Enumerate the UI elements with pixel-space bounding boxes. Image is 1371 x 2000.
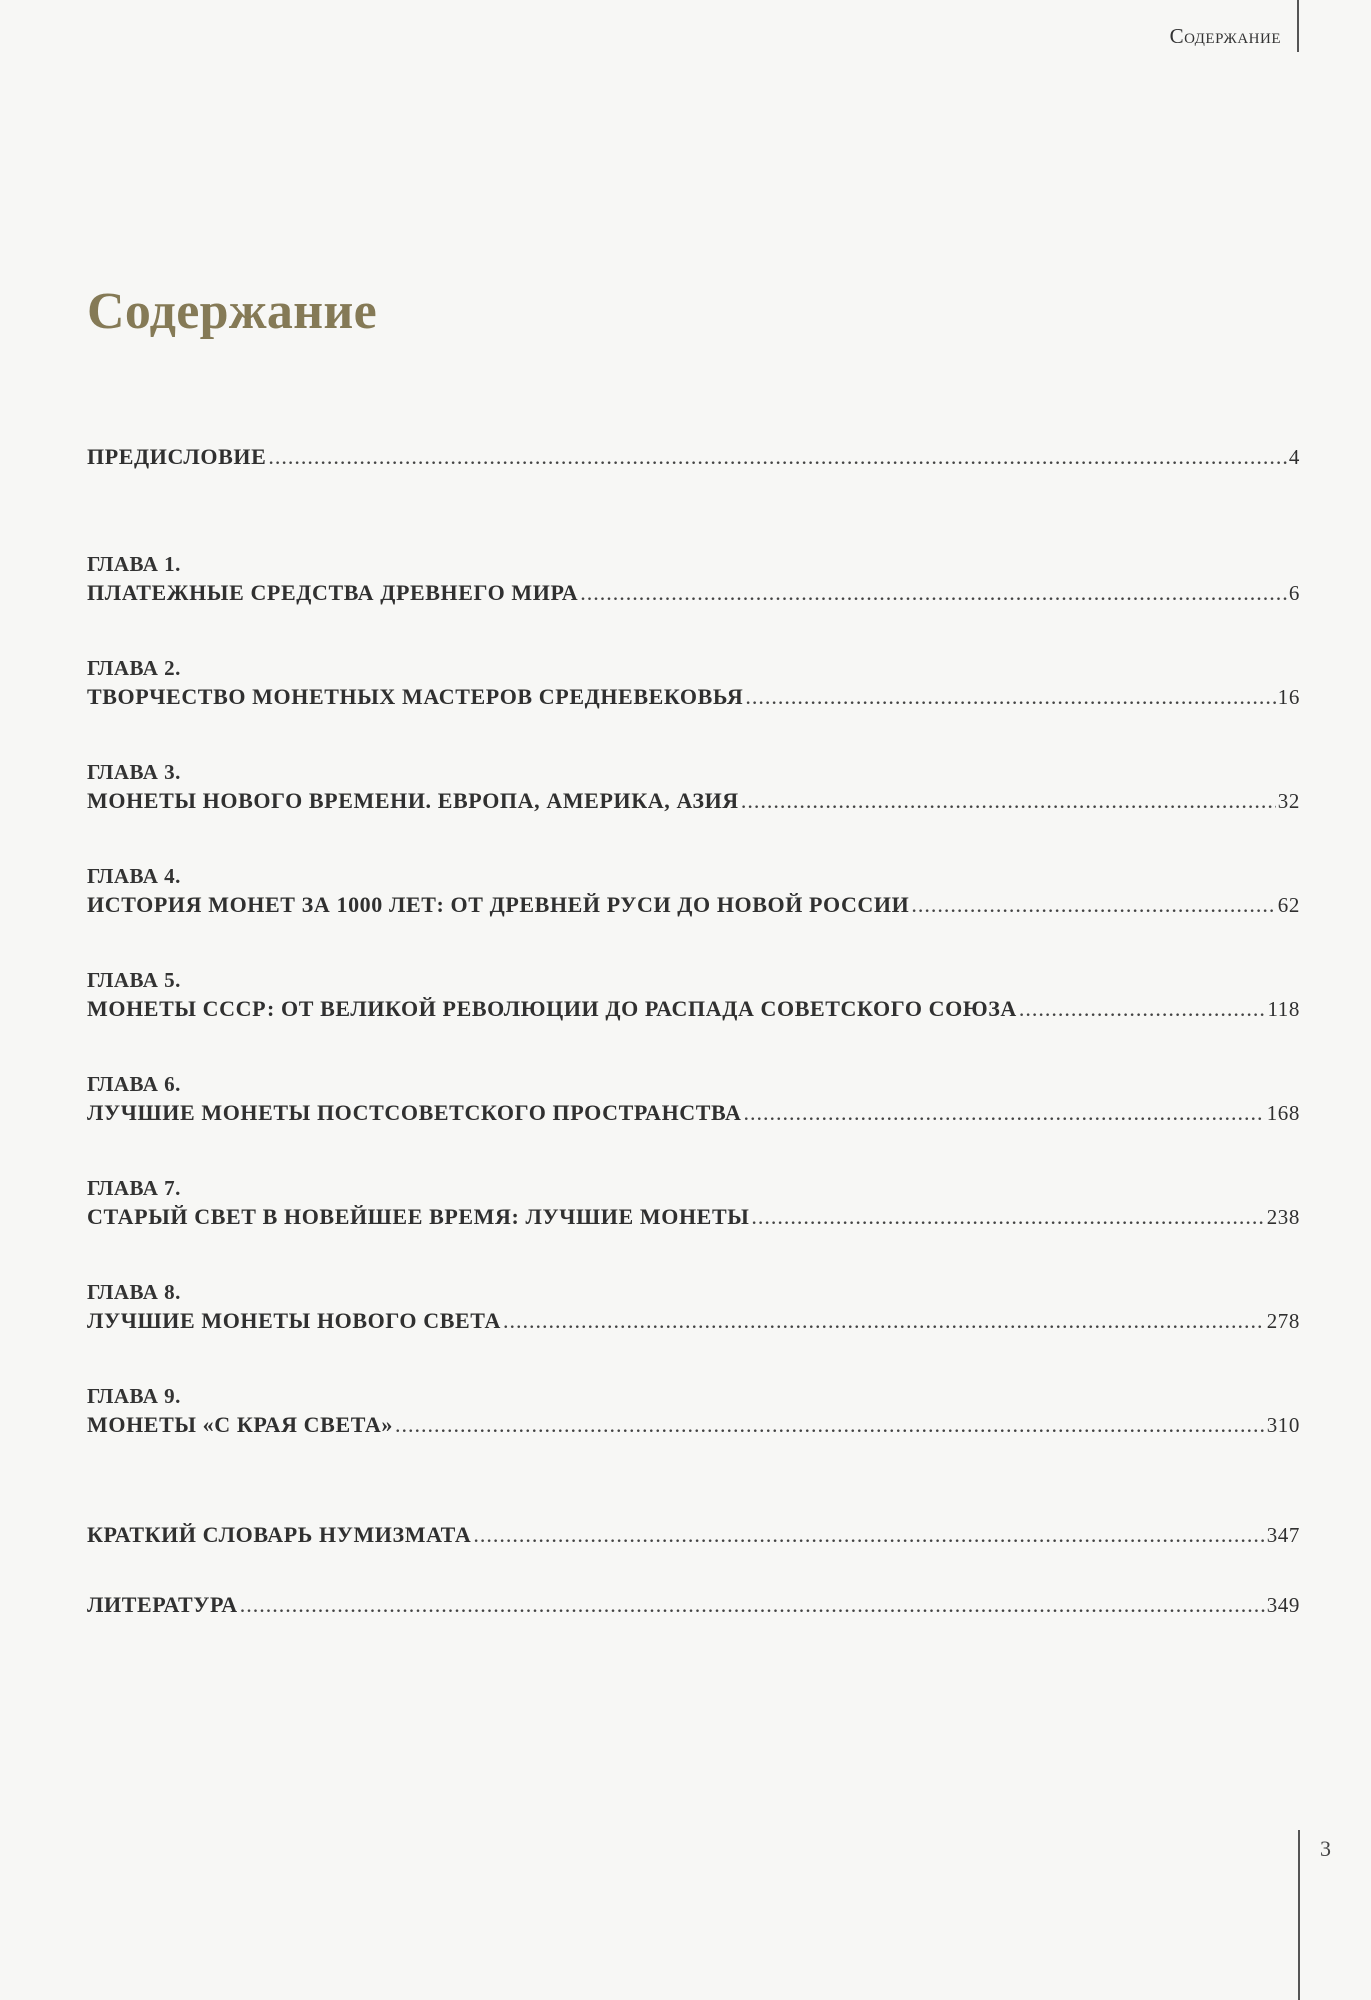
chapter-label: ГЛАВА 3.: [87, 760, 181, 784]
toc-page-number: 4: [1288, 445, 1300, 469]
dot-leader: [503, 1306, 1265, 1336]
toc-entry-title: СТАРЫЙ СВЕТ В НОВЕЙШЕЕ ВРЕМЯ: ЛУЧШИЕ МОНЕТЫ: [87, 1204, 750, 1229]
chapter-label: ГЛАВА 7.: [87, 1176, 181, 1200]
toc-entry-literature[interactable]: [87, 1590, 1300, 1620]
dot-leader: [473, 1520, 1264, 1550]
chapter-label: ГЛАВА 1.: [87, 552, 181, 576]
toc-page-number: 6: [1288, 581, 1300, 605]
page-title: Содержание: [87, 283, 378, 340]
dot-leader: [745, 682, 1275, 712]
chapter-label: ГЛАВА 8.: [87, 1280, 181, 1304]
toc-entry-chapter-7[interactable]: [87, 1174, 1300, 1232]
toc-entry-title: ЛУЧШИЕ МОНЕТЫ ПОСТСОВЕТСКОГО ПРОСТРАНСТВА: [87, 1100, 742, 1125]
dot-leader: [1019, 994, 1266, 1024]
toc-entry-chapter-5[interactable]: [87, 966, 1300, 1024]
toc-entry-chapter-4[interactable]: [87, 862, 1300, 920]
dot-leader: [580, 578, 1287, 608]
chapter-label: ГЛАВА 9.: [87, 1384, 181, 1408]
toc-page-number: 238: [1266, 1205, 1300, 1229]
toc-page-number: 310: [1266, 1413, 1300, 1437]
toc-entry-chapter-3[interactable]: [87, 758, 1300, 816]
toc-entry-title: МОНЕТЫ СССР: ОТ ВЕЛИКОЙ РЕВОЛЮЦИИ ДО РАСПАДА СОВЕТСКОГО СОЮЗА: [87, 996, 1017, 1021]
toc-entry-preface[interactable]: [87, 442, 1300, 472]
dot-leader: [741, 786, 1276, 816]
header-rule: [1297, 0, 1299, 52]
toc-page-number: 118: [1267, 997, 1300, 1021]
toc-entry-chapter-6[interactable]: [87, 1070, 1300, 1128]
toc-entry-title: МОНЕТЫ «С КРАЯ СВЕТА»: [87, 1412, 393, 1437]
toc-page-number: 168: [1266, 1101, 1300, 1125]
toc-entry-title: МОНЕТЫ НОВОГО ВРЕМЕНИ. ЕВРОПА, АМЕРИКА, АЗИЯ: [87, 788, 739, 813]
toc-entry-title: ПРЕДИСЛОВИЕ: [87, 444, 267, 469]
toc-entry-glossary[interactable]: [87, 1520, 1300, 1550]
chapter-label: ГЛАВА 2.: [87, 656, 181, 680]
toc-page-number: 347: [1266, 1523, 1300, 1547]
toc-entry-title: ЛУЧШИЕ МОНЕТЫ НОВОГО СВЕТА: [87, 1308, 501, 1333]
dot-leader: [268, 442, 1287, 472]
toc-page-number: 278: [1266, 1309, 1300, 1333]
toc-entry-chapter-9[interactable]: [87, 1382, 1300, 1440]
toc-entry-chapter-2[interactable]: [87, 654, 1300, 712]
toc-page-number: 32: [1277, 789, 1300, 813]
dot-leader: [240, 1590, 1265, 1620]
toc-entry-title: КРАТКИЙ СЛОВАРЬ НУМИЗМАТА: [87, 1522, 472, 1547]
toc-entry-chapter-8[interactable]: [87, 1278, 1300, 1336]
dot-leader: [743, 1098, 1264, 1128]
toc-entry-title: ЛИТЕРАТУРА: [87, 1592, 238, 1617]
dot-leader: [395, 1410, 1265, 1440]
dot-leader: [751, 1202, 1264, 1232]
toc-page-number: 349: [1266, 1593, 1300, 1617]
toc-entry-title: ИСТОРИЯ МОНЕТ ЗА 1000 ЛЕТ: ОТ ДРЕВНЕЙ РУСИ ДО НОВОЙ РОССИИ: [87, 892, 910, 917]
toc-entry-title: ТВОРЧЕСТВО МОНЕТНЫХ МАСТЕРОВ СРЕДНЕВЕКОВЬЯ: [87, 684, 744, 709]
toc-page-number: 62: [1277, 893, 1300, 917]
chapter-label: ГЛАВА 4.: [87, 864, 181, 888]
folio-rule: [1298, 1830, 1300, 2000]
chapter-label: ГЛАВА 5.: [87, 968, 181, 992]
toc-page-number: 16: [1277, 685, 1300, 709]
toc-entry-title: ПЛАТЕЖНЫЕ СРЕДСТВА ДРЕВНЕГО МИРА: [87, 580, 579, 605]
toc-entry-chapter-1[interactable]: [87, 550, 1300, 608]
running-header: Содержание: [1169, 24, 1281, 48]
page-number: 3: [1320, 1836, 1331, 1861]
chapter-label: ГЛАВА 6.: [87, 1072, 181, 1096]
dot-leader: [911, 890, 1275, 920]
